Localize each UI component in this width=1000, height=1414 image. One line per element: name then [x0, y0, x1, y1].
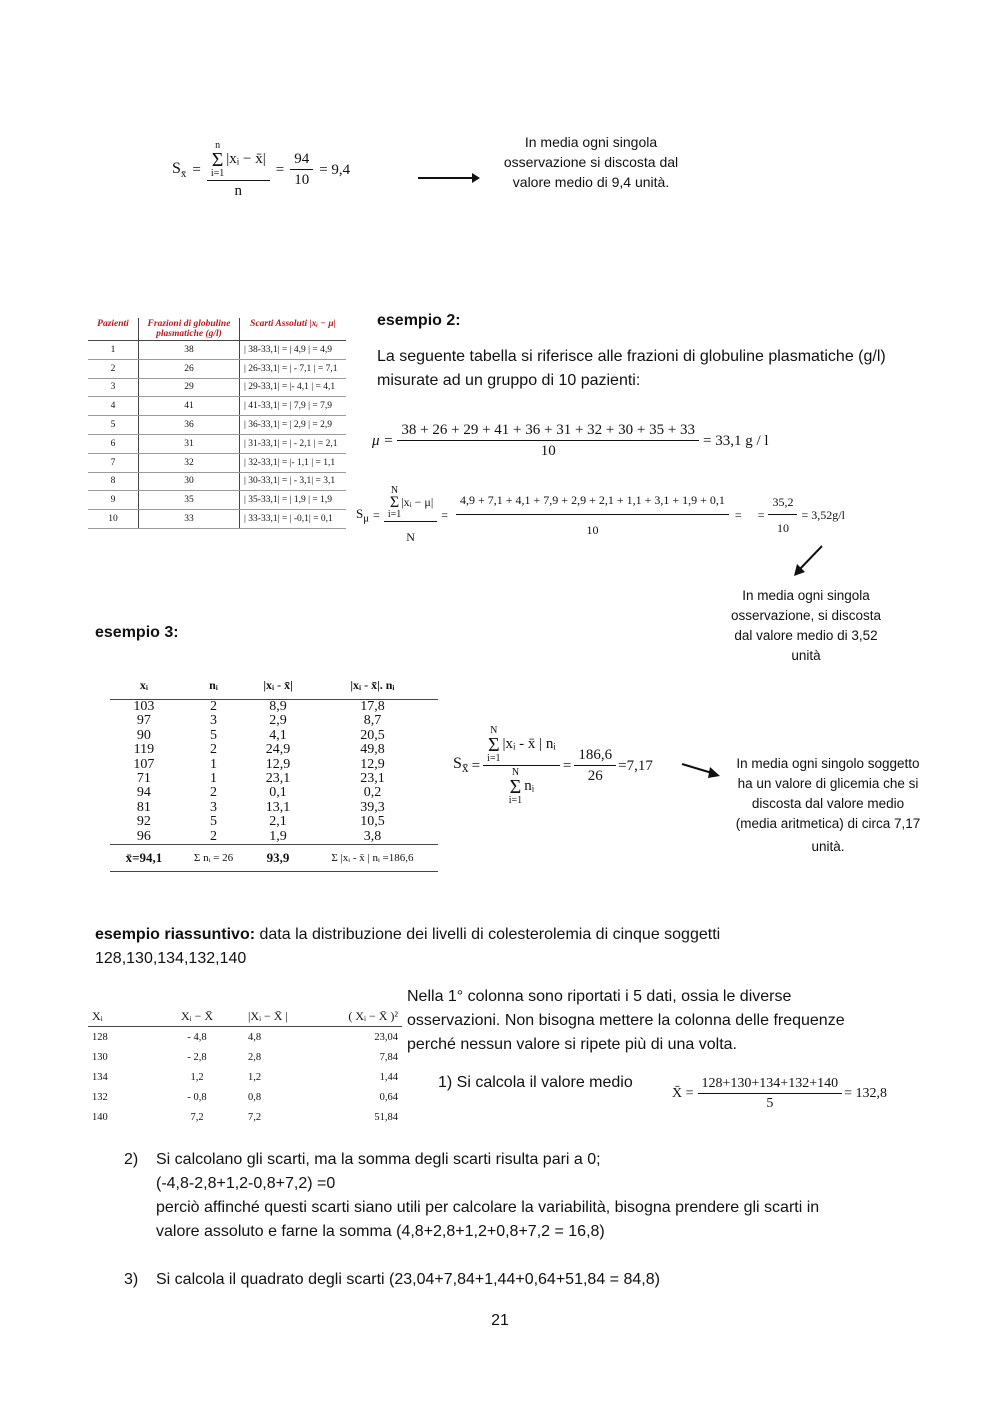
table-cell: 3: [210, 713, 217, 729]
table-row: [110, 743, 438, 757]
table-cell: 23,1: [265, 771, 291, 787]
table-row: [88, 510, 346, 529]
table-cell: | 31-33,1| = | - 2,1 | = 2,1: [240, 434, 347, 453]
note-example2: In media ogni singola osservazione, si discosta dal valore medio di 3,52 unità: [730, 588, 882, 663]
table-cell: 33: [139, 510, 240, 529]
table-cell: 2,1: [269, 814, 287, 830]
table-cell: 5: [210, 727, 217, 743]
table-cell: 2: [210, 828, 217, 844]
table-row: [110, 714, 438, 728]
table-cell: 128: [92, 1031, 108, 1043]
table-row: [88, 1067, 402, 1087]
table-cell: 3: [88, 378, 139, 397]
table-cell: 81: [136, 799, 151, 815]
table-row: [110, 815, 438, 829]
summary-step3-number: 3): [124, 1271, 139, 1288]
table-cell: 0,64: [379, 1091, 398, 1103]
table-cell: - 0,8: [187, 1091, 207, 1103]
table-cell: 20,5: [360, 727, 385, 743]
table-cell: 1: [210, 771, 217, 787]
formula-mu: μ = $\frac{38 + 26 + 29 + 41 + 36 + 31 + 32 + 30 + 35 + 33}{10}$ = 33,1 g / l: [372, 422, 769, 459]
table-cell: 92: [136, 814, 151, 830]
table-cell: 49,8: [360, 742, 385, 758]
table-cell: 0,1: [269, 785, 287, 801]
arrow-down-left-icon: [790, 544, 826, 580]
table-cell: 90: [136, 727, 151, 743]
table-cell: 30: [139, 472, 240, 491]
formula-mean-deviation: $S_{x̄}$ = n Σ i=1 |xᵢ − x̄| n = $\frac{94}{10}$ = 9,4: [172, 139, 351, 199]
note-example3: In media ogni singolo soggetto ha un valore di glicemia che si discosta dal valore medio (media aritmetica) di circa 7,17 unità.: [735, 756, 921, 854]
table-cell: 13,1: [265, 799, 291, 815]
table-cell: | 35-33,1| = | 1,9 | = 1,9: [240, 491, 347, 510]
page-number: 21: [491, 1312, 509, 1329]
table-cell: 8,7: [363, 713, 382, 729]
table-cell: 97: [136, 713, 151, 729]
table-cell: 2: [88, 359, 139, 378]
formula-s-x-example3: $S_{x̄}$ = N Σ i=1 |xᵢ - x̄ | nᵢ N Σ i=1 nᵢ = $\frac{186,6}{26}$ =7,17: [453, 725, 653, 806]
table-row: [88, 1107, 402, 1127]
table-cell: 10,5: [360, 814, 385, 830]
table-cell: 1,2: [248, 1071, 262, 1083]
table-cell: 31: [139, 434, 240, 453]
table-cell: 1: [88, 341, 139, 360]
table-row: [88, 1027, 402, 1048]
table-cell: 41: [139, 397, 240, 416]
table-cell: 7,2: [190, 1111, 204, 1123]
table-cell: 1,2: [190, 1071, 204, 1083]
table-row: [110, 729, 438, 743]
table-cell: 26: [139, 359, 240, 378]
table-cell: 140: [92, 1111, 108, 1123]
table-cell: 7,84: [379, 1051, 398, 1063]
table-cell: | 29-33,1| = |- 4,1 | = 4,1: [240, 378, 347, 397]
table-example3: xᵢ nᵢ |xᵢ - x̄| |xᵢ - x̄|. nᵢ 103 2 8,9 17,8 97 3 2,9 8,7 90 5 4,1 20,5 119 2 24,9 49,8 107 1 12,9 12,9 71 1 23,1 23,1 94 2 0,1 0,2 81 3 13,1 39,3 92 5 2,1 10,5 96 2 1,9 3,8 x̄=94,1 Σ nᵢ = 26 93,9 Σ |xᵢ - x̄ | nᵢ =186,6: [110, 674, 438, 872]
table-cell: 7,2: [248, 1111, 262, 1123]
table-cell: 94: [136, 785, 151, 801]
table-cell: 0,2: [363, 785, 382, 801]
table-cell: 0,8: [248, 1091, 262, 1103]
table-cell: | 26-33,1| = | - 7,1 | = 7,1: [240, 359, 347, 378]
table-cell: 12,9: [265, 756, 291, 772]
table-cell: 1: [210, 756, 217, 772]
table-row: [110, 830, 438, 845]
table-cell: 8,9: [269, 699, 287, 714]
table-cell: 17,8: [360, 699, 385, 714]
note-formula1: In media ogni singola osservazione si discosta dal valore medio di 9,4 unità.: [503, 134, 679, 190]
table-cell: 8: [88, 472, 139, 491]
table-cell: | 33-33,1| = | -0,1| = 0,1: [240, 510, 347, 529]
table-cell: 3: [210, 799, 217, 815]
table-row: [110, 758, 438, 772]
table-row: [110, 772, 438, 786]
table-cell: 51,84: [374, 1111, 398, 1123]
summary-step1: 1) Si calcola il valore medio: [438, 1074, 633, 1091]
table-cell: 9: [88, 491, 139, 510]
table-cell: 1,44: [379, 1071, 398, 1083]
table-cell: 7: [88, 453, 139, 472]
table-cell: 103: [133, 699, 155, 714]
summary-paragraph: Nella 1° colonna sono riportati i 5 dati, ossia le diverse osservazioni. Non bisogna mettere la colonna delle frequenze perché nessun valore si ripete più di una volta.: [407, 988, 845, 1053]
table-cell: 24,9: [265, 742, 291, 758]
formula-s-mu: $S_\mu$ = N Σ i=1 |xᵢ − μ| N = $\frac{4,9 + 7,1 + 4,1 + 7,9 + 2,9 + 2,1 + 1,1 + 3,1 + 1,9 + 0,1}{10}$ = = $\frac{35,2}{10}$ = 3,52g/l: [356, 485, 845, 545]
summary-step2: Si calcolano gli scarti, ma la somma degli scarti risulta pari a 0; (-4,8-2,8+1,2-0,8+7,2) =0 perciò affinché questi scarti siano utili per calcolare la variabilità, bisogna prendere gli scarti in valore assoluto e farne la somma (4,8+2,8+1,2+0,8+7,2 = 16,8): [156, 1151, 820, 1240]
table-cell: 32: [139, 453, 240, 472]
table-cell: - 4,8: [187, 1031, 207, 1043]
table-cell: 1,9: [269, 828, 287, 844]
table-cell: 5: [88, 416, 139, 435]
table-row: [88, 1087, 402, 1107]
table-row: [88, 397, 346, 416]
table-cell: 71: [136, 771, 151, 787]
table-row: [88, 1047, 402, 1067]
table-row: [88, 491, 346, 510]
table-cell: 6: [88, 434, 139, 453]
summary-step3: Si calcola il quadrato degli scarti (23,04+7,84+1,44+0,64+51,84 = 84,8): [156, 1271, 660, 1288]
table-cell: 35: [139, 491, 240, 510]
table-cell: 2: [210, 785, 217, 801]
table-cell: 2,9: [269, 713, 287, 729]
table-cell: | 41-33,1| = | 7,9 | = 7,9: [240, 397, 347, 416]
table-example2: Pazienti Frazioni di globuline plasmatiche (g/l) Scarti Assoluti |xᵢ − μ| 1 38 | 38-33,1| = | 4,9 | = 4,9 2 26 | 26-33,1| = | - 7,1 | = 7,1 3 29 | 29-33,1| = |- 4,1 | = 4,1 4 41 | 41-33,1| = | 7,9 | = 7,9 5 36 | 36-33,1| = | 2,9 | = 2,9 6 31 | 31-33,1| = | - 2,1 | = 2,1 7 32 | 32-33,1| = |- 1,1 | = 1,1 8 30 | 30-33,1| = | - 3,1| = 3,1 9 35 | 35-33,1| = | 1,9 | = 1,9 10 33 | 33-33,1| = | -0,1| = 0,1: [88, 318, 346, 529]
table-cell: 2,8: [248, 1051, 262, 1063]
table-cell: 130: [92, 1051, 108, 1063]
table-row: [88, 453, 346, 472]
table-cell: | 30-33,1| = | - 3,1| = 3,1: [240, 472, 347, 491]
table-row: [88, 472, 346, 491]
formula-lhs: $S_{x̄}$: [172, 159, 187, 181]
table-cell: 38: [139, 341, 240, 360]
table-cell: 39,3: [360, 799, 385, 815]
table-cell: 5: [210, 814, 217, 830]
table-cell: 2: [210, 742, 217, 758]
table-cell: 107: [133, 756, 155, 772]
table-cell: | 32-33,1| = |- 1,1 | = 1,1: [240, 453, 347, 472]
table-cell: 4,1: [269, 727, 287, 743]
table-row: [88, 359, 346, 378]
arrow-right-icon: [680, 760, 722, 782]
table-cell: | 38-33,1| = | 4,9 | = 4,9: [240, 341, 347, 360]
table-cell: 4,8: [248, 1031, 262, 1043]
table-row: [110, 700, 438, 715]
heading-example3: esempio 3:: [95, 624, 179, 641]
arrow-right-icon: [416, 171, 482, 185]
table-row: [88, 434, 346, 453]
table-cell: 23,04: [374, 1031, 398, 1043]
table-cell: 36: [139, 416, 240, 435]
table-row: [88, 416, 346, 435]
heading-summary: esempio riassuntivo:: [95, 926, 256, 943]
summary-data-line: 128,130,134,132,140: [95, 950, 247, 967]
table-cell: 4: [88, 397, 139, 416]
table-cell: 132: [92, 1091, 108, 1103]
table-cell: 12,9: [360, 756, 385, 772]
table-cell: 29: [139, 378, 240, 397]
table-row: [110, 801, 438, 815]
paragraph-example2: La seguente tabella si riferisce alle frazioni di globuline plasmatiche (g/l) misurate ad un gruppo di 10 pazienti:: [377, 348, 886, 389]
table-cell: | 36-33,1| = | 2,9 | = 2,9: [240, 416, 347, 435]
heading-example2: esempio 2:: [377, 312, 461, 329]
summary-intro: esempio riassuntivo: data la distribuzione dei livelli di colesterolemia di cinque soggetti: [95, 926, 721, 943]
table-cell: 134: [92, 1071, 108, 1083]
formula-mean-summary: X̄ = $\frac{128+130+134+132+140}{5}$ = 132,8: [672, 1076, 888, 1111]
summary-step2-number: 2): [124, 1151, 139, 1168]
table-cell: 2: [210, 699, 217, 714]
table-row: [88, 341, 346, 360]
table-cell: 10: [88, 510, 139, 529]
table-cell: 96: [136, 828, 151, 844]
table-cell: 119: [133, 742, 155, 758]
table-row: [110, 786, 438, 800]
table-cell: 3,8: [363, 828, 382, 844]
table-cell: 23,1: [360, 771, 385, 787]
table-row: [88, 378, 346, 397]
table-summary: Xᵢ Xᵢ − X̄ |Xᵢ − X̄ | ( Xᵢ − X̄ )² 128 - 4,8 4,8 23,04 130 - 2,8 2,8 7,84 134 1,2 1,2 1,44 132 - 0,8 0,8 0,64 140 7,2 7,2 51,84: [88, 1007, 402, 1127]
table-cell: - 2,8: [187, 1051, 207, 1063]
